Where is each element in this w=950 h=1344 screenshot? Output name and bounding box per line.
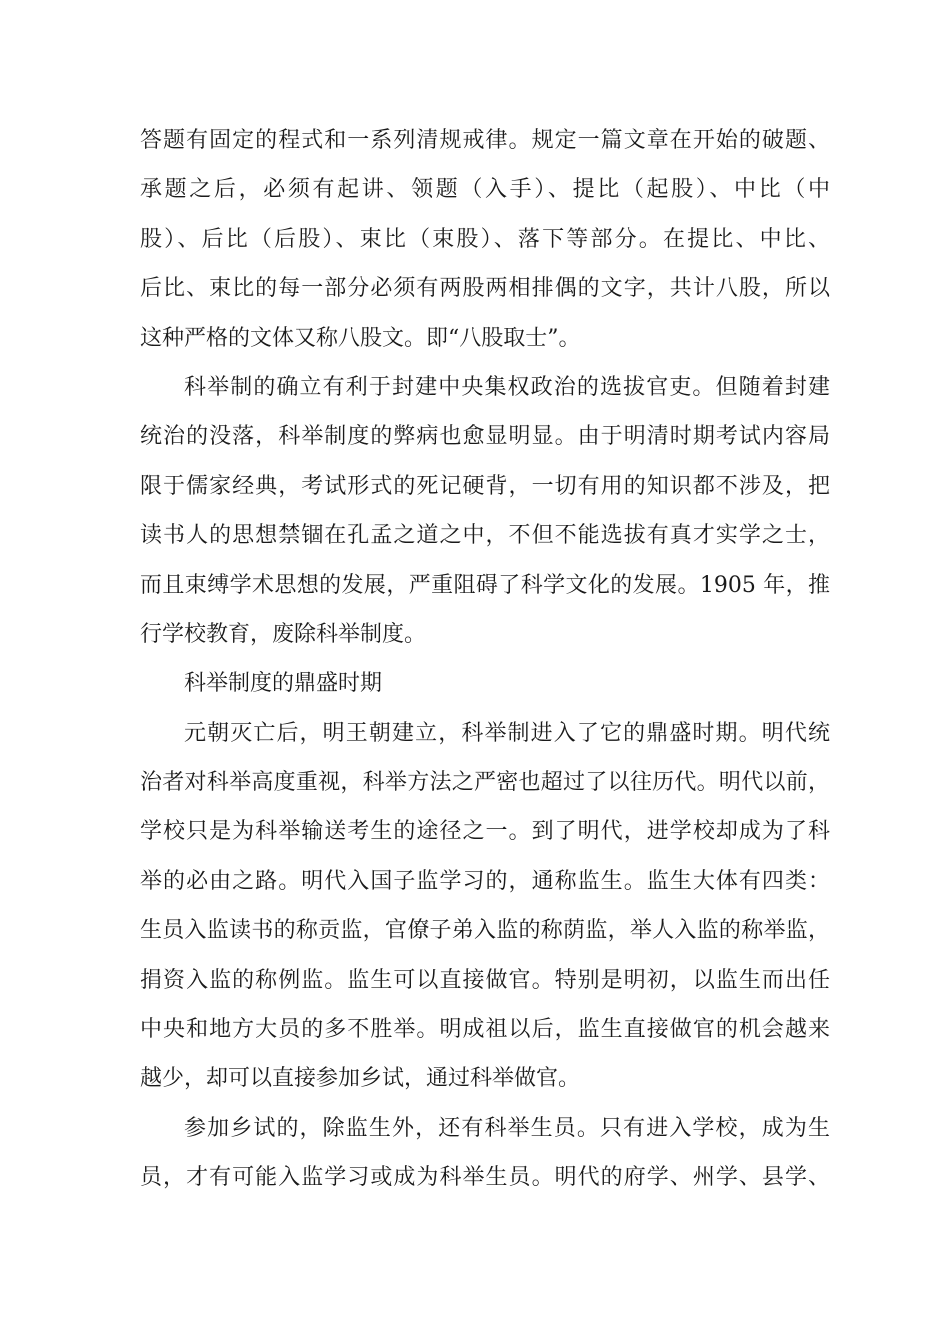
text-line-22: 员，才有可能入监学习或成为科举生员。明代的府学、州学、县学、 xyxy=(140,1165,830,1191)
text-line-18: 捐资入监的称例监。监生可以直接做官。特别是明初，以监生而出任 xyxy=(140,967,830,993)
document-body xyxy=(140,116,830,1203)
text-line-1: 答题有固定的程式和一系列清规戒律。规定一篇文章在开始的破题、 xyxy=(140,128,830,153)
text-line-11: 行学校教育，废除科举制度。 xyxy=(140,621,427,647)
text-line-3: 股）、后比（后股）、束比（束股）、落下等部分。在提比、中比、 xyxy=(140,226,830,252)
text-line-16: 举的必由之路。明代入国子监学习的，通称监生。监生大体有四类： xyxy=(140,868,830,894)
text-line-19: 中央和地方大员的多不胜举。明成祖以后，监生直接做官的机会越来 xyxy=(140,1017,830,1043)
text-line-15: 学校只是为科举输送考生的途径之一。到了明代，进学校却成为了科 xyxy=(140,819,830,845)
text-line-20: 越少，却可以直接参加乡试，通过科举做官。 xyxy=(140,1066,581,1092)
text-line-4: 后比、束比的每一部分必须有两股两相排偶的文字，共计八股，所以 xyxy=(140,276,830,302)
text-line-5: 这种严格的文体又称八股文。即“八股取士”。 xyxy=(140,325,581,351)
text-line-7: 统治的没落，科举制度的弊病也愈显明显。由于明清时期考试内容局 xyxy=(140,424,830,450)
text-line-21: 参加乡试的，除监生外，还有科举生员。只有进入学校，成为生 xyxy=(184,1115,830,1141)
text-line-14: 治者对科举高度重视，科举方法之严密也超过了以往历代。明代以前， xyxy=(140,770,830,796)
text-line-6: 科举制的确立有利于封建中央集权政治的选拔官吏。但随着封建 xyxy=(184,374,830,400)
section-heading: 科举制度的鼎盛时期 xyxy=(184,671,383,697)
text-line-9: 读书人的思想禁锢在孔孟之道之中，不但不能选拔有真才实学之士， xyxy=(140,523,830,549)
text-line-10: 而且束缚学术思想的发展，严重阻碍了科学文化的发展。1905 年，推 xyxy=(140,572,830,598)
text-line-2: 承题之后，必须有起讲、领题（入手）、提比（起股）、中比（中 xyxy=(140,177,830,203)
text-line-8: 限于儒家经典，考试形式的死记硬背，一切有用的知识都不涉及，把 xyxy=(140,473,830,499)
text-line-13: 元朝灭亡后，明王朝建立，科举制进入了它的鼎盛时期。明代统 xyxy=(184,720,830,746)
text-line-17: 生员入监读书的称贡监，官僚子弟入监的称荫监，举人入监的称举监， xyxy=(140,918,830,944)
